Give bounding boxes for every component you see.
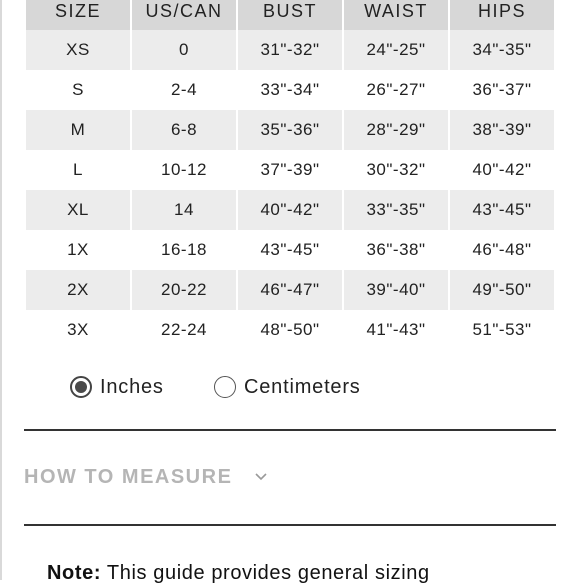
cell-waist: 41"-43" [366,320,426,339]
column-header-us-can: US/CAN [132,0,236,30]
cell-waist: 26"-27" [366,80,426,99]
cell-bust: 40"-42" [238,190,342,230]
inches-radio-option[interactable] [70,372,164,402]
cell-size: L [73,160,83,179]
note-prefix: Note: [47,562,102,584]
cell-bust: 31"-32" [238,30,342,70]
inches-radio-button[interactable] [70,376,92,398]
cell-waist: 39"-40" [344,270,448,310]
cell-bust: 43"-45" [260,240,320,259]
how-to-measure-label: HOW TO MEASURE [24,465,233,488]
table-row [26,150,554,190]
section-divider [24,429,556,431]
table-row [26,70,554,110]
cell-waist: 36"-38" [366,240,426,259]
cell-waist: 33"-35" [344,190,448,230]
cell-size: S [72,80,84,99]
centimeters-radio-button[interactable] [214,376,236,398]
cell-hips: 43"-45" [450,190,554,230]
size-chart-table [24,0,556,350]
cell-bust: 46"-47" [238,270,342,310]
cell-hips: 40"-42" [472,160,532,179]
table-row [26,310,554,350]
cell-bust: 33"-34" [260,80,320,99]
cell-us-can: 0 [132,30,236,70]
cell-hips: 51"-53" [472,320,532,339]
chevron-down-icon [254,472,268,482]
cell-bust: 48"-50" [260,320,320,339]
cell-size: 3X [67,320,89,339]
cell-waist: 28"-29" [344,110,448,150]
cell-hips: 46"-48" [472,240,532,259]
cell-us-can: 10-12 [161,160,207,179]
centimeters-label: Centimeters [244,375,361,398]
column-header-size: SIZE [26,0,130,30]
cell-bust: 35"-36" [238,110,342,150]
inches-label: Inches [100,375,164,398]
table-row [26,30,554,70]
cell-size: XL [26,190,130,230]
cell-bust: 37"-39" [260,160,320,179]
note-text: This guide provides general sizing [101,562,430,584]
column-header-bust: BUST [238,0,342,30]
cell-size: 1X [67,240,89,259]
cell-waist: 24"-25" [344,30,448,70]
cell-waist: 30"-32" [366,160,426,179]
unit-toggle [70,372,450,402]
table-row [26,270,554,310]
table-header-row [26,0,554,30]
cell-us-can: 14 [132,190,236,230]
cell-hips: 34"-35" [450,30,554,70]
column-header-hips: HIPS [450,0,554,30]
how-to-measure-toggle[interactable] [24,462,268,492]
section-divider [24,524,556,526]
cell-hips: 49"-50" [450,270,554,310]
column-header-waist: WAIST [344,0,448,30]
cell-us-can: 6-8 [132,110,236,150]
cell-hips: 38"-39" [450,110,554,150]
centimeters-radio-option[interactable] [214,372,361,402]
table-row [26,110,554,150]
cell-us-can: 22-24 [161,320,207,339]
table-row [26,190,554,230]
cell-us-can: 20-22 [132,270,236,310]
table-row [26,230,554,270]
cell-us-can: 16-18 [161,240,207,259]
cell-size: 2X [26,270,130,310]
cell-us-can: 2-4 [170,80,198,99]
cell-size: XS [26,30,130,70]
page-left-border [0,0,2,580]
sizing-note [47,562,430,585]
cell-size: M [26,110,130,150]
cell-hips: 36"-37" [472,80,532,99]
